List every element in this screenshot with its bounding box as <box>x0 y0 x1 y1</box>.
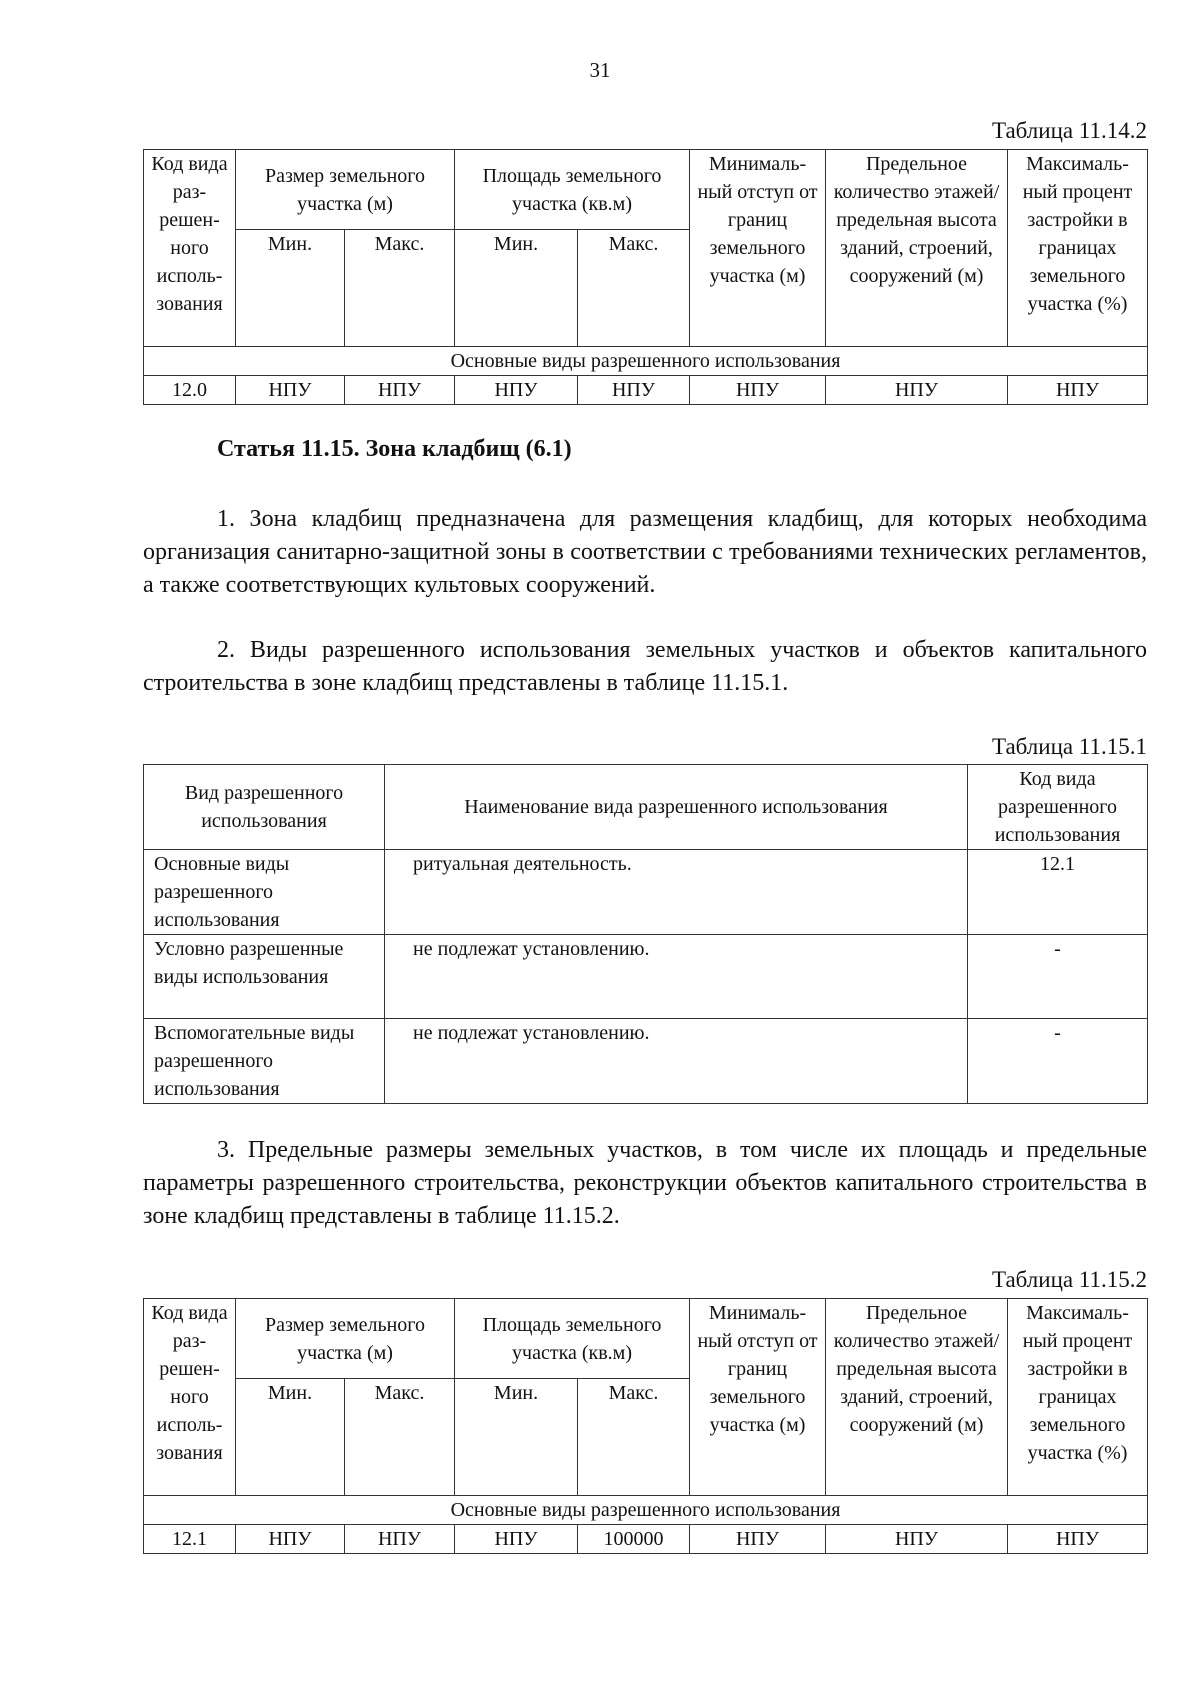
table-row <box>144 1019 1148 1104</box>
use-types-table-11-15-1 <box>143 764 1148 1104</box>
paragraph-3: 3. Предельные размеры земельных участков, в том числе их площадь и предельные параметры разрешенного строительства, реконструкции объектов капитального строительства в зоне кладбищ представлены в таблице 11.15.2. <box>143 1137 1147 1229</box>
header-code: Код вида раз-решен-ного исполь-зования <box>144 1299 236 1496</box>
section-row: Основные виды разрешенного использования <box>144 1496 1148 1525</box>
cell-floors: НПУ <box>826 376 1008 405</box>
cell-size-min: НПУ <box>236 1525 345 1554</box>
header-floors: Предельное количество этажей/ предельная высота зданий, строений, сооружений (м) <box>826 1299 1008 1496</box>
cell-coverage: НПУ <box>1008 1525 1148 1554</box>
cell-use-type: Условно разрешенные виды использования <box>144 935 385 1019</box>
header-size-min: Мин. <box>236 1379 345 1496</box>
cell-use-type: Основные виды разрешенного использования <box>144 850 385 935</box>
header-size-max: Макс. <box>345 1379 455 1496</box>
table-caption: Таблица 11.15.1 <box>991 734 1147 759</box>
header-use-type: Вид разрешенного использования <box>144 765 385 850</box>
header-coverage: Максималь-ный процент застройки в границах земельного участка (%) <box>1008 1299 1148 1496</box>
header-size-group: Размер земельного участка (м) <box>236 1299 455 1379</box>
cell-coverage: НПУ <box>1008 376 1148 405</box>
table-row <box>144 1525 1148 1554</box>
cell-area-max: 100000 <box>578 1525 690 1554</box>
page-number: 31 <box>589 58 611 82</box>
table-caption: Таблица 11.14.2 <box>991 118 1147 143</box>
cell-use-code: - <box>968 935 1148 1019</box>
article-title: Статья 11.15. Зона кладбищ (6.1) <box>217 436 572 462</box>
cell-area-min: НПУ <box>455 1525 578 1554</box>
header-size-max: Макс. <box>345 230 455 347</box>
header-floors: Предельное количество этажей/ предельная высота зданий, строений, сооружений (м) <box>826 150 1008 347</box>
table-row <box>144 935 1148 1019</box>
cell-use-name: ритуальная деятельность. <box>385 850 968 935</box>
parameters-table-11-15-2 <box>143 1298 1148 1554</box>
cell-use-code: - <box>968 1019 1148 1104</box>
header-area-min: Мин. <box>455 230 578 347</box>
cell-size-max: НПУ <box>345 376 455 405</box>
header-area-group: Площадь земельного участка (кв.м) <box>455 150 690 230</box>
cell-code: 12.1 <box>144 1525 236 1554</box>
header-size-group: Размер земельного участка (м) <box>236 150 455 230</box>
cell-area-max: НПУ <box>578 376 690 405</box>
parameters-table-11-14-2 <box>143 149 1148 405</box>
table-row <box>144 850 1148 935</box>
header-area-max: Макс. <box>578 1379 690 1496</box>
cell-use-type: Вспомогательные виды разрешенного использования <box>144 1019 385 1104</box>
header-setback: Минималь-ный отступ от границ земельного участка (м) <box>690 1299 826 1496</box>
cell-use-name: не подлежат установлению. <box>385 935 968 1019</box>
header-area-max: Макс. <box>578 230 690 347</box>
header-area-group: Площадь земельного участка (кв.м) <box>455 1299 690 1379</box>
cell-size-min: НПУ <box>236 376 345 405</box>
table-caption: Таблица 11.15.2 <box>991 1267 1147 1292</box>
cell-setback: НПУ <box>690 1525 826 1554</box>
header-setback: Минималь-ный отступ от границ земельного участка (м) <box>690 150 826 347</box>
header-code: Код вида раз-решен-ного исполь-зования <box>144 150 236 347</box>
cell-size-max: НПУ <box>345 1525 455 1554</box>
paragraph-1: 1. Зона кладбищ предназначена для размещения кладбищ, для которых необходима организация санитарно-защитной зоны в соответствии с требованиями технических регламентов, а также соответствующих культовых сооружений. <box>143 506 1147 598</box>
header-coverage: Максималь-ный процент застройки в границах земельного участка (%) <box>1008 150 1148 347</box>
header-use-code: Код вида разрешенного использования <box>968 765 1148 850</box>
header-size-min: Мин. <box>236 230 345 347</box>
cell-use-name: не подлежат установлению. <box>385 1019 968 1104</box>
cell-setback: НПУ <box>690 376 826 405</box>
cell-area-min: НПУ <box>455 376 578 405</box>
header-area-min: Мин. <box>455 1379 578 1496</box>
cell-use-code: 12.1 <box>968 850 1148 935</box>
section-row: Основные виды разрешенного использования <box>144 347 1148 376</box>
header-use-name: Наименование вида разрешенного использования <box>385 765 968 850</box>
cell-code: 12.0 <box>144 376 236 405</box>
table-row <box>144 376 1148 405</box>
cell-floors: НПУ <box>826 1525 1008 1554</box>
paragraph-2: 2. Виды разрешенного использования земельных участков и объектов капитального строительства в зоне кладбищ представлены в таблице 11.15.1. <box>143 637 1147 696</box>
